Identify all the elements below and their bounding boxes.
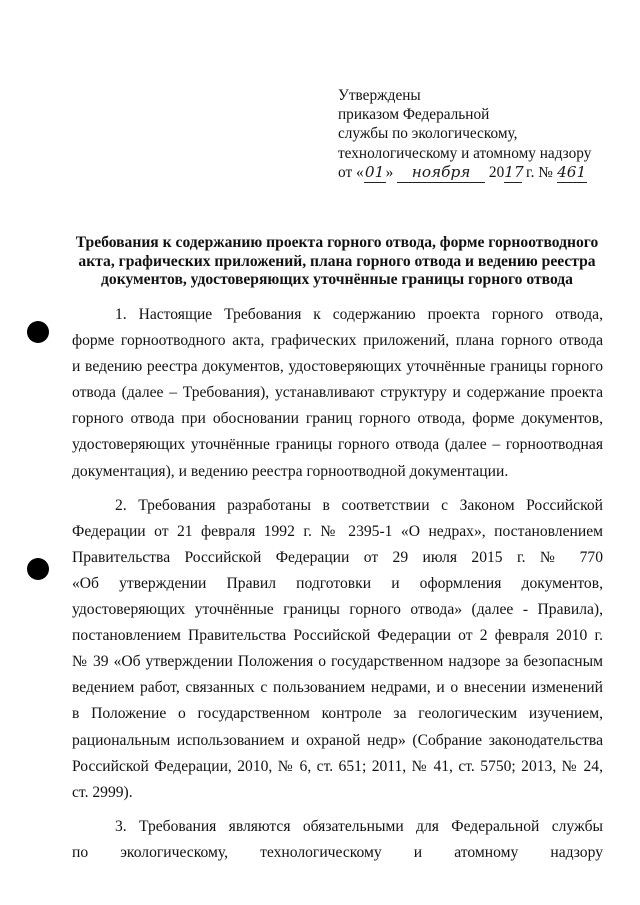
approval-close-quote: »: [385, 163, 394, 181]
paragraph-line: документация), и ведению реестра горноотводной документации.: [72, 462, 509, 480]
paragraph-line: по экологическому, технологическому и атомному надзору: [72, 843, 603, 861]
title-line-1: Требования к содержанию проекта горного отвода, форме горноотводного: [75, 234, 599, 251]
paragraph-line: удостоверяющих уточнённые границы горного отвода (далее – горноотводная: [72, 436, 603, 454]
title-line-3: документов, удостоверяющих уточнённые границы горного отвода: [101, 271, 573, 289]
punch-hole-top: [27, 321, 49, 343]
approval-line-2: приказом Федеральной: [338, 106, 490, 124]
document-title: [70, 234, 604, 290]
paragraph-line: 1. Настоящие Требования к содержанию проекта горного отвода,: [115, 306, 603, 323]
punch-hole-bottom: [27, 558, 49, 580]
paragraph-line: № 39 «Об утверждении Положения о государственном надзоре за безопасным: [72, 653, 603, 671]
paragraph-line: отвода (далее – Требования), устанавливают структуру и содержание проекта: [72, 384, 603, 402]
approval-year-label: г. №: [526, 163, 553, 181]
paragraph-line: и ведению реестра документов, удостоверяющих уточнённые границы горного: [72, 358, 603, 376]
approval-from: от «: [338, 163, 364, 181]
paragraph-line: в Положение о государственном контроле за геологическим изучением,: [72, 705, 603, 723]
approval-line-4: технологическому и атомному надзору: [338, 144, 592, 162]
approval-month: ноября: [397, 163, 485, 183]
title-line-2: акта, графических приложений, плана горного отвода и ведению реестра: [78, 252, 596, 270]
paragraph-line: Федерации от 21 февраля 1992 г. № 2395-1 «О недрах», постановлением: [72, 522, 603, 540]
approval-line-1: Утверждены: [338, 87, 421, 104]
approval-date-line: [338, 163, 628, 183]
paragraph-line: «Об утверждении Правил подготовки и оформления документов,: [72, 574, 603, 592]
paragraph-2: [72, 493, 603, 806]
approval-block: [338, 86, 628, 183]
paragraph-1: [72, 302, 603, 485]
paragraph-3: [72, 814, 603, 866]
document-body: [72, 302, 603, 866]
approval-line-3: службы по экологическому,: [338, 125, 518, 143]
paragraph-line: 3. Требования являются обязательными для Федеральной службы: [115, 817, 603, 835]
paragraph-line: удостоверяющих уточнённые границы горного отвода» (далее - Правила),: [72, 601, 603, 619]
paragraph-line: ст. 2999).: [72, 783, 133, 801]
approval-year-suffix: 17: [504, 163, 522, 183]
paragraph-line: рациональным использованием и охраной недр» (Собрание законодательства: [72, 731, 603, 749]
approval-day: 01: [364, 163, 386, 183]
paragraph-line: форме горноотводного акта, графических приложений, плана горного отвода: [72, 332, 603, 350]
approval-year-prefix: 20: [488, 163, 505, 181]
approval-number: 461: [557, 163, 587, 183]
paragraph-line: горного отвода при обосновании границ горного отвода, форме документов,: [72, 410, 603, 428]
paragraph-line: Правительства Российской Федерации от 29 июля 2015 г. № 770: [72, 548, 603, 566]
paragraph-line: ведением работ, связанных с пользованием недрами, и о внесении изменений: [72, 679, 603, 697]
paragraph-line: 2. Требования разработаны в соответствии с Законом Российской: [115, 496, 603, 514]
paragraph-line: постановлением Правительства Российской Федерации от 2 февраля 2010 г.: [72, 627, 603, 645]
paragraph-line: Российской Федерации, 2010, № 6, ст. 651; 2011, № 41, ст. 5750; 2013, № 24,: [72, 757, 603, 775]
